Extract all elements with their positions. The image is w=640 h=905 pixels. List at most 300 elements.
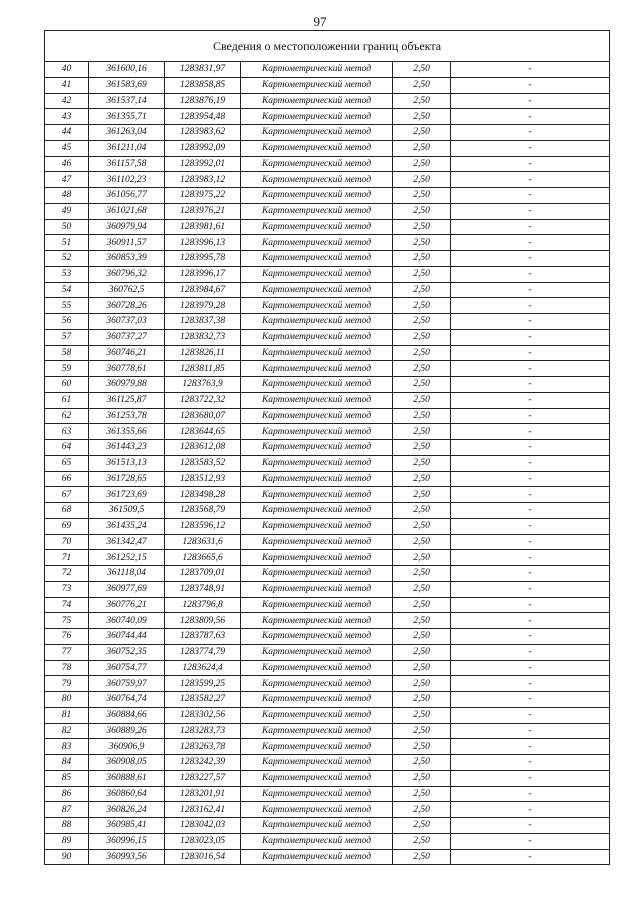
accuracy-cell: 2,50 xyxy=(393,172,451,188)
description-cell: - xyxy=(451,392,610,408)
accuracy-cell: 2,50 xyxy=(393,235,451,251)
point-number-cell: 51 xyxy=(45,235,89,251)
table-row xyxy=(45,361,610,377)
accuracy-cell: 2,50 xyxy=(393,597,451,613)
table-row xyxy=(45,802,610,818)
x-coordinate-cell: 361600,16 xyxy=(89,62,165,78)
table-row xyxy=(45,329,610,345)
description-cell: - xyxy=(451,802,610,818)
description-cell: - xyxy=(451,629,610,645)
point-number-cell: 69 xyxy=(45,518,89,534)
point-number-cell: 57 xyxy=(45,329,89,345)
description-cell: - xyxy=(451,140,610,156)
accuracy-cell: 2,50 xyxy=(393,723,451,739)
point-number-cell: 42 xyxy=(45,93,89,109)
x-coordinate-cell: 361443,23 xyxy=(89,440,165,456)
description-cell: - xyxy=(451,487,610,503)
x-coordinate-cell: 360728,26 xyxy=(89,298,165,314)
point-number-cell: 49 xyxy=(45,203,89,219)
accuracy-cell: 2,50 xyxy=(393,156,451,172)
description-cell: - xyxy=(451,377,610,393)
y-coordinate-cell: 1283042,03 xyxy=(165,818,241,834)
point-number-cell: 46 xyxy=(45,156,89,172)
accuracy-cell: 2,50 xyxy=(393,660,451,676)
x-coordinate-cell: 361252,15 xyxy=(89,550,165,566)
x-coordinate-cell: 360744,44 xyxy=(89,629,165,645)
accuracy-cell: 2,50 xyxy=(393,471,451,487)
method-cell: Картометрический метод xyxy=(241,140,393,156)
table-row xyxy=(45,408,610,424)
table-row xyxy=(45,77,610,93)
table-row xyxy=(45,93,610,109)
y-coordinate-cell: 1283983,12 xyxy=(165,172,241,188)
accuracy-cell: 2,50 xyxy=(393,203,451,219)
table-row xyxy=(45,755,610,771)
y-coordinate-cell: 1283568,79 xyxy=(165,503,241,519)
table-row xyxy=(45,739,610,755)
y-coordinate-cell: 1283876,19 xyxy=(165,93,241,109)
table-row xyxy=(45,833,610,849)
table-row xyxy=(45,235,610,251)
accuracy-cell: 2,50 xyxy=(393,77,451,93)
x-coordinate-cell: 361513,13 xyxy=(89,455,165,471)
y-coordinate-cell: 1283787,63 xyxy=(165,629,241,645)
method-cell: Картометрический метод xyxy=(241,660,393,676)
y-coordinate-cell: 1283512,93 xyxy=(165,471,241,487)
accuracy-cell: 2,50 xyxy=(393,251,451,267)
accuracy-cell: 2,50 xyxy=(393,802,451,818)
description-cell: - xyxy=(451,723,610,739)
table-row xyxy=(45,125,610,141)
x-coordinate-cell: 361211,04 xyxy=(89,140,165,156)
accuracy-cell: 2,50 xyxy=(393,408,451,424)
accuracy-cell: 2,50 xyxy=(393,109,451,125)
table-title: Сведения о местоположении границ объекта xyxy=(45,31,610,62)
description-cell: - xyxy=(451,109,610,125)
method-cell: Картометрический метод xyxy=(241,440,393,456)
table-row xyxy=(45,581,610,597)
method-cell: Картометрический метод xyxy=(241,518,393,534)
point-number-cell: 67 xyxy=(45,487,89,503)
point-number-cell: 84 xyxy=(45,755,89,771)
point-number-cell: 47 xyxy=(45,172,89,188)
accuracy-cell: 2,50 xyxy=(393,424,451,440)
x-coordinate-cell: 361125,87 xyxy=(89,392,165,408)
table-row xyxy=(45,849,610,865)
x-coordinate-cell: 360746,21 xyxy=(89,345,165,361)
point-number-cell: 88 xyxy=(45,818,89,834)
y-coordinate-cell: 1283832,73 xyxy=(165,329,241,345)
description-cell: - xyxy=(451,314,610,330)
point-number-cell: 41 xyxy=(45,77,89,93)
point-number-cell: 72 xyxy=(45,566,89,582)
x-coordinate-cell: 360762,5 xyxy=(89,282,165,298)
table-row xyxy=(45,550,610,566)
x-coordinate-cell: 361435,24 xyxy=(89,518,165,534)
accuracy-cell: 2,50 xyxy=(393,644,451,660)
accuracy-cell: 2,50 xyxy=(393,786,451,802)
x-coordinate-cell: 361728,65 xyxy=(89,471,165,487)
x-coordinate-cell: 360888,61 xyxy=(89,770,165,786)
y-coordinate-cell: 1283763,9 xyxy=(165,377,241,393)
accuracy-cell: 2,50 xyxy=(393,314,451,330)
table-row xyxy=(45,62,610,78)
method-cell: Картометрический метод xyxy=(241,125,393,141)
y-coordinate-cell: 1283263,78 xyxy=(165,739,241,755)
x-coordinate-cell: 360853,39 xyxy=(89,251,165,267)
method-cell: Картометрический метод xyxy=(241,361,393,377)
table-row xyxy=(45,629,610,645)
point-number-cell: 65 xyxy=(45,455,89,471)
table-row xyxy=(45,818,610,834)
point-number-cell: 45 xyxy=(45,140,89,156)
point-number-cell: 68 xyxy=(45,503,89,519)
table-row xyxy=(45,644,610,660)
y-coordinate-cell: 1283596,12 xyxy=(165,518,241,534)
description-cell: - xyxy=(451,125,610,141)
description-cell: - xyxy=(451,550,610,566)
accuracy-cell: 2,50 xyxy=(393,140,451,156)
description-cell: - xyxy=(451,219,610,235)
method-cell: Картометрический метод xyxy=(241,833,393,849)
method-cell: Картометрический метод xyxy=(241,550,393,566)
accuracy-cell: 2,50 xyxy=(393,298,451,314)
method-cell: Картометрический метод xyxy=(241,455,393,471)
method-cell: Картометрический метод xyxy=(241,172,393,188)
method-cell: Картометрический метод xyxy=(241,408,393,424)
accuracy-cell: 2,50 xyxy=(393,219,451,235)
x-coordinate-cell: 360778,61 xyxy=(89,361,165,377)
accuracy-cell: 2,50 xyxy=(393,613,451,629)
description-cell: - xyxy=(451,755,610,771)
point-number-cell: 52 xyxy=(45,251,89,267)
accuracy-cell: 2,50 xyxy=(393,566,451,582)
boundary-table-container xyxy=(44,30,609,867)
x-coordinate-cell: 361102,23 xyxy=(89,172,165,188)
table-row xyxy=(45,345,610,361)
y-coordinate-cell: 1283665,6 xyxy=(165,550,241,566)
y-coordinate-cell: 1283996,17 xyxy=(165,266,241,282)
x-coordinate-cell: 360826,24 xyxy=(89,802,165,818)
method-cell: Картометрический метод xyxy=(241,566,393,582)
method-cell: Картометрический метод xyxy=(241,314,393,330)
x-coordinate-cell: 361253,78 xyxy=(89,408,165,424)
point-number-cell: 82 xyxy=(45,723,89,739)
description-cell: - xyxy=(451,455,610,471)
table-row xyxy=(45,770,610,786)
y-coordinate-cell: 1283016,54 xyxy=(165,849,241,865)
table-row xyxy=(45,266,610,282)
description-cell: - xyxy=(451,329,610,345)
x-coordinate-cell: 360979,88 xyxy=(89,377,165,393)
y-coordinate-cell: 1283774,79 xyxy=(165,644,241,660)
description-cell: - xyxy=(451,707,610,723)
point-number-cell: 40 xyxy=(45,62,89,78)
y-coordinate-cell: 1283709,01 xyxy=(165,566,241,582)
y-coordinate-cell: 1283023,05 xyxy=(165,833,241,849)
table-row xyxy=(45,503,610,519)
description-cell: - xyxy=(451,188,610,204)
x-coordinate-cell: 361509,5 xyxy=(89,503,165,519)
method-cell: Картометрический метод xyxy=(241,109,393,125)
x-coordinate-cell: 361342,47 xyxy=(89,534,165,550)
method-cell: Картометрический метод xyxy=(241,62,393,78)
table-row xyxy=(45,109,610,125)
point-number-cell: 43 xyxy=(45,109,89,125)
y-coordinate-cell: 1283612,08 xyxy=(165,440,241,456)
x-coordinate-cell: 361583,69 xyxy=(89,77,165,93)
method-cell: Картометрический метод xyxy=(241,818,393,834)
point-number-cell: 81 xyxy=(45,707,89,723)
y-coordinate-cell: 1283976,21 xyxy=(165,203,241,219)
table-row xyxy=(45,566,610,582)
y-coordinate-cell: 1283983,62 xyxy=(165,125,241,141)
y-coordinate-cell: 1283631,6 xyxy=(165,534,241,550)
table-row xyxy=(45,487,610,503)
description-cell: - xyxy=(451,786,610,802)
method-cell: Картометрический метод xyxy=(241,329,393,345)
x-coordinate-cell: 361157,58 xyxy=(89,156,165,172)
y-coordinate-cell: 1283582,27 xyxy=(165,692,241,708)
method-cell: Картометрический метод xyxy=(241,392,393,408)
description-cell: - xyxy=(451,471,610,487)
table-row xyxy=(45,251,610,267)
y-coordinate-cell: 1283992,01 xyxy=(165,156,241,172)
y-coordinate-cell: 1283995,78 xyxy=(165,251,241,267)
y-coordinate-cell: 1283858,85 xyxy=(165,77,241,93)
accuracy-cell: 2,50 xyxy=(393,518,451,534)
description-cell: - xyxy=(451,408,610,424)
description-cell: - xyxy=(451,440,610,456)
method-cell: Картометрический метод xyxy=(241,723,393,739)
method-cell: Картометрический метод xyxy=(241,770,393,786)
x-coordinate-cell: 360996,15 xyxy=(89,833,165,849)
point-number-cell: 66 xyxy=(45,471,89,487)
description-cell: - xyxy=(451,156,610,172)
point-number-cell: 58 xyxy=(45,345,89,361)
point-number-cell: 53 xyxy=(45,266,89,282)
x-coordinate-cell: 360979,94 xyxy=(89,219,165,235)
description-cell: - xyxy=(451,692,610,708)
x-coordinate-cell: 361355,66 xyxy=(89,424,165,440)
y-coordinate-cell: 1283624,4 xyxy=(165,660,241,676)
y-coordinate-cell: 1283227,57 xyxy=(165,770,241,786)
point-number-cell: 60 xyxy=(45,377,89,393)
point-number-cell: 87 xyxy=(45,802,89,818)
table-row xyxy=(45,377,610,393)
description-cell: - xyxy=(451,282,610,298)
table-row xyxy=(45,140,610,156)
x-coordinate-cell: 360764,74 xyxy=(89,692,165,708)
description-cell: - xyxy=(451,77,610,93)
method-cell: Картометрический метод xyxy=(241,188,393,204)
point-number-cell: 71 xyxy=(45,550,89,566)
x-coordinate-cell: 360911,57 xyxy=(89,235,165,251)
point-number-cell: 86 xyxy=(45,786,89,802)
accuracy-cell: 2,50 xyxy=(393,833,451,849)
y-coordinate-cell: 1283162,41 xyxy=(165,802,241,818)
accuracy-cell: 2,50 xyxy=(393,392,451,408)
x-coordinate-cell: 360737,27 xyxy=(89,329,165,345)
x-coordinate-cell: 360860,64 xyxy=(89,786,165,802)
description-cell: - xyxy=(451,770,610,786)
x-coordinate-cell: 360985,41 xyxy=(89,818,165,834)
x-coordinate-cell: 360740,09 xyxy=(89,613,165,629)
point-number-cell: 64 xyxy=(45,440,89,456)
method-cell: Картометрический метод xyxy=(241,581,393,597)
point-number-cell: 75 xyxy=(45,613,89,629)
table-row xyxy=(45,392,610,408)
accuracy-cell: 2,50 xyxy=(393,93,451,109)
method-cell: Картометрический метод xyxy=(241,629,393,645)
y-coordinate-cell: 1283498,28 xyxy=(165,487,241,503)
y-coordinate-cell: 1283599,25 xyxy=(165,676,241,692)
point-number-cell: 59 xyxy=(45,361,89,377)
method-cell: Картометрический метод xyxy=(241,424,393,440)
accuracy-cell: 2,50 xyxy=(393,550,451,566)
accuracy-cell: 2,50 xyxy=(393,345,451,361)
y-coordinate-cell: 1283837,38 xyxy=(165,314,241,330)
accuracy-cell: 2,50 xyxy=(393,739,451,755)
table-title-row xyxy=(45,31,610,62)
method-cell: Картометрический метод xyxy=(241,203,393,219)
table-row xyxy=(45,188,610,204)
y-coordinate-cell: 1283826,11 xyxy=(165,345,241,361)
point-number-cell: 63 xyxy=(45,424,89,440)
description-cell: - xyxy=(451,676,610,692)
point-number-cell: 54 xyxy=(45,282,89,298)
x-coordinate-cell: 360889,26 xyxy=(89,723,165,739)
table-row xyxy=(45,219,610,235)
x-coordinate-cell: 361263,04 xyxy=(89,125,165,141)
method-cell: Картометрический метод xyxy=(241,534,393,550)
y-coordinate-cell: 1283722,32 xyxy=(165,392,241,408)
method-cell: Картометрический метод xyxy=(241,802,393,818)
x-coordinate-cell: 361056,77 xyxy=(89,188,165,204)
y-coordinate-cell: 1283809,56 xyxy=(165,613,241,629)
method-cell: Картометрический метод xyxy=(241,676,393,692)
x-coordinate-cell: 360759,97 xyxy=(89,676,165,692)
table-row xyxy=(45,534,610,550)
description-cell: - xyxy=(451,597,610,613)
y-coordinate-cell: 1283583,52 xyxy=(165,455,241,471)
point-number-cell: 62 xyxy=(45,408,89,424)
method-cell: Картометрический метод xyxy=(241,487,393,503)
accuracy-cell: 2,50 xyxy=(393,692,451,708)
description-cell: - xyxy=(451,818,610,834)
method-cell: Картометрический метод xyxy=(241,251,393,267)
description-cell: - xyxy=(451,581,610,597)
table-row xyxy=(45,424,610,440)
point-number-cell: 61 xyxy=(45,392,89,408)
description-cell: - xyxy=(451,345,610,361)
method-cell: Картометрический метод xyxy=(241,219,393,235)
point-number-cell: 89 xyxy=(45,833,89,849)
x-coordinate-cell: 360908,05 xyxy=(89,755,165,771)
description-cell: - xyxy=(451,613,610,629)
description-cell: - xyxy=(451,566,610,582)
method-cell: Картометрический метод xyxy=(241,93,393,109)
x-coordinate-cell: 361118,04 xyxy=(89,566,165,582)
method-cell: Картометрический метод xyxy=(241,156,393,172)
description-cell: - xyxy=(451,739,610,755)
point-number-cell: 44 xyxy=(45,125,89,141)
table-row xyxy=(45,282,610,298)
accuracy-cell: 2,50 xyxy=(393,266,451,282)
x-coordinate-cell: 361355,71 xyxy=(89,109,165,125)
method-cell: Картометрический метод xyxy=(241,377,393,393)
table-row xyxy=(45,518,610,534)
y-coordinate-cell: 1283975,22 xyxy=(165,188,241,204)
accuracy-cell: 2,50 xyxy=(393,629,451,645)
table-row xyxy=(45,597,610,613)
point-number-cell: 55 xyxy=(45,298,89,314)
point-number-cell: 76 xyxy=(45,629,89,645)
table-row xyxy=(45,707,610,723)
description-cell: - xyxy=(451,833,610,849)
table-row xyxy=(45,455,610,471)
x-coordinate-cell: 360977,69 xyxy=(89,581,165,597)
point-number-cell: 50 xyxy=(45,219,89,235)
x-coordinate-cell: 360754,77 xyxy=(89,660,165,676)
description-cell: - xyxy=(451,235,610,251)
method-cell: Картометрический метод xyxy=(241,503,393,519)
method-cell: Картометрический метод xyxy=(241,597,393,613)
method-cell: Картометрический метод xyxy=(241,849,393,865)
boundary-coordinates-table xyxy=(44,30,610,865)
table-row xyxy=(45,172,610,188)
method-cell: Картометрический метод xyxy=(241,692,393,708)
y-coordinate-cell: 1283644,65 xyxy=(165,424,241,440)
description-cell: - xyxy=(451,62,610,78)
accuracy-cell: 2,50 xyxy=(393,503,451,519)
description-cell: - xyxy=(451,644,610,660)
description-cell: - xyxy=(451,298,610,314)
table-row xyxy=(45,613,610,629)
description-cell: - xyxy=(451,251,610,267)
y-coordinate-cell: 1283680,07 xyxy=(165,408,241,424)
accuracy-cell: 2,50 xyxy=(393,361,451,377)
table-row xyxy=(45,723,610,739)
method-cell: Картометрический метод xyxy=(241,282,393,298)
method-cell: Картометрический метод xyxy=(241,613,393,629)
description-cell: - xyxy=(451,172,610,188)
method-cell: Картометрический метод xyxy=(241,786,393,802)
x-coordinate-cell: 361723,69 xyxy=(89,487,165,503)
method-cell: Картометрический метод xyxy=(241,266,393,282)
description-cell: - xyxy=(451,361,610,377)
table-row xyxy=(45,156,610,172)
accuracy-cell: 2,50 xyxy=(393,755,451,771)
accuracy-cell: 2,50 xyxy=(393,581,451,597)
method-cell: Картометрический метод xyxy=(241,77,393,93)
table-row xyxy=(45,786,610,802)
accuracy-cell: 2,50 xyxy=(393,487,451,503)
point-number-cell: 74 xyxy=(45,597,89,613)
description-cell: - xyxy=(451,849,610,865)
table-row xyxy=(45,440,610,456)
point-number-cell: 77 xyxy=(45,644,89,660)
method-cell: Картометрический метод xyxy=(241,739,393,755)
accuracy-cell: 2,50 xyxy=(393,818,451,834)
x-coordinate-cell: 360776,21 xyxy=(89,597,165,613)
y-coordinate-cell: 1283748,91 xyxy=(165,581,241,597)
x-coordinate-cell: 361537,14 xyxy=(89,93,165,109)
table-row xyxy=(45,676,610,692)
x-coordinate-cell: 360884,66 xyxy=(89,707,165,723)
method-cell: Картометрический метод xyxy=(241,707,393,723)
y-coordinate-cell: 1283954,48 xyxy=(165,109,241,125)
